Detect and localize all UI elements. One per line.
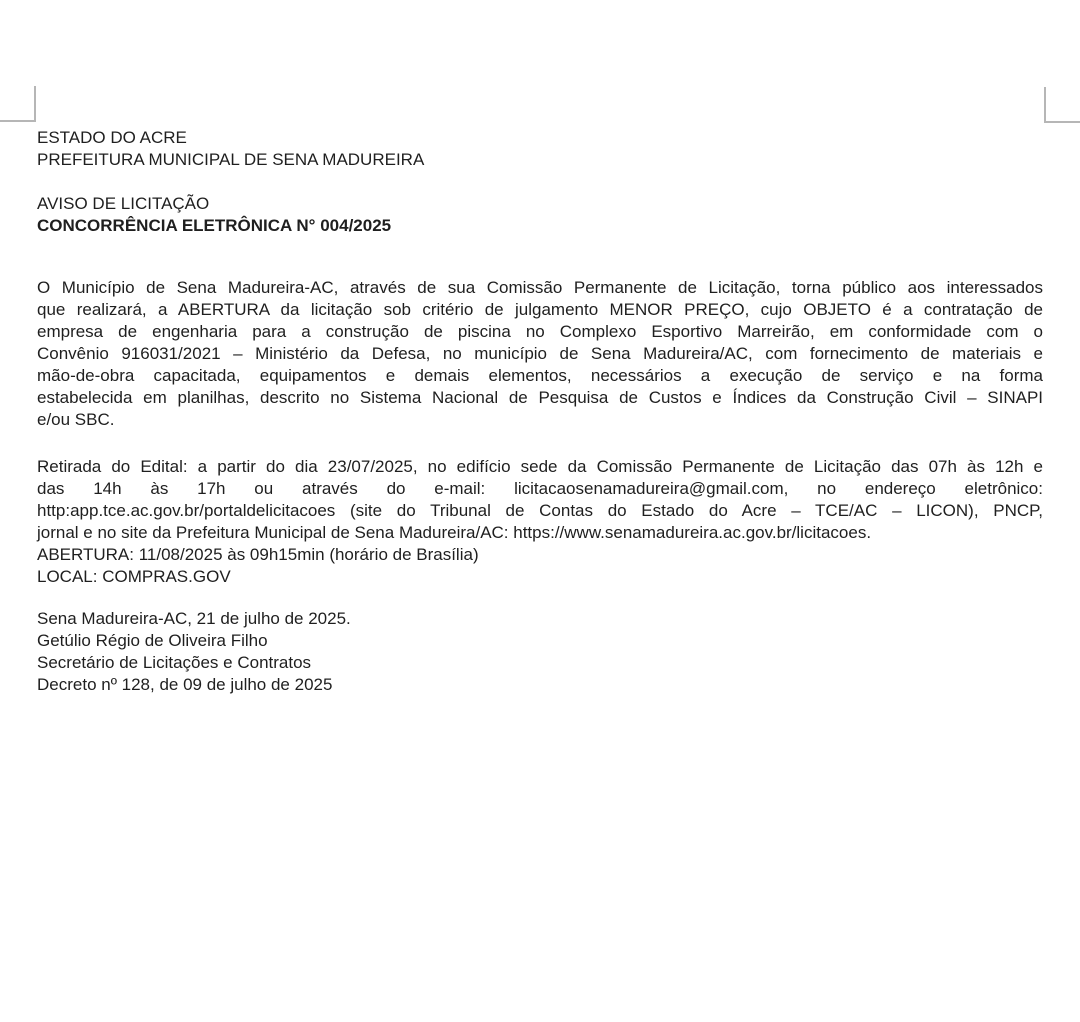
text-line: que realizará, a ABERTURA da licitação sob critério de julgamento MENOR PREÇO, cujo OBJETO é a contratação de	[37, 300, 1043, 319]
text-line: ABERTURA: 11/08/2025 às 09h15min (horário de Brasília)	[37, 545, 479, 564]
paragraph-object	[37, 277, 1043, 431]
org-state-line: ESTADO DO ACRE	[37, 128, 187, 147]
text-line: e/ou SBC.	[37, 410, 115, 429]
signature-block	[37, 608, 1043, 696]
text-line: estabelecida em planilhas, descrito no Sistema Nacional de Pesquisa de Custos e Índices da Construção Civil – SINAPI	[37, 388, 1043, 407]
org-name-line: PREFEITURA MUNICIPAL DE SENA MADUREIRA	[37, 150, 425, 169]
text-line: Sena Madureira-AC, 21 de julho de 2025.	[37, 609, 351, 628]
text-line: Retirada do Edital: a partir do dia 23/07/2025, no edifício sede da Comissão Permanente de Licitação das 07h às 12h e	[37, 457, 1043, 476]
text-line: LOCAL: COMPRAS.GOV	[37, 567, 231, 586]
page-corner-mark-right	[1044, 87, 1080, 123]
document-header	[37, 127, 1043, 237]
notice-title-line: CONCORRÊNCIA ELETRÔNICA N° 004/2025	[37, 216, 392, 235]
page-corner-mark-left	[0, 86, 36, 122]
paragraph-edital-retrieval	[37, 456, 1043, 588]
text-line: empresa de engenharia para a construção de piscina no Complexo Esportivo Marreirão, em conformidade com o	[37, 322, 1043, 341]
text-line: O Município de Sena Madureira-AC, através de sua Comissão Permanente de Licitação, torna público aos interessados	[37, 278, 1043, 297]
text-line: http:app.tce.ac.gov.br/portaldelicitacoes (site do Tribunal de Contas do Estado do Acre – TCE/AC – LICON), PNCP,	[37, 501, 1043, 520]
text-line: jornal e no site da Prefeitura Municipal de Sena Madureira/AC: https://www.senamadureira.ac.gov.br/licitacoes.	[37, 523, 872, 542]
text-line: Decreto nº 128, de 09 de julho de 2025	[37, 675, 333, 694]
text-line: Secretário de Licitações e Contratos	[37, 653, 312, 672]
notice-type-line: AVISO DE LICITAÇÃO	[37, 194, 210, 213]
text-line: Convênio 916031/2021 – Ministério da Defesa, no município de Sena Madureira/AC, com fornecimento de materiais e	[37, 344, 1043, 363]
text-line: mão-de-obra capacitada, equipamentos e demais elementos, necessários a execução de serviço e na forma	[37, 366, 1043, 385]
text-line: Getúlio Régio de Oliveira Filho	[37, 631, 268, 650]
text-line: das 14h às 17h ou através do e-mail: licitacaosenamadureira@gmail.com, no endereço eletrônico:	[37, 479, 1043, 498]
